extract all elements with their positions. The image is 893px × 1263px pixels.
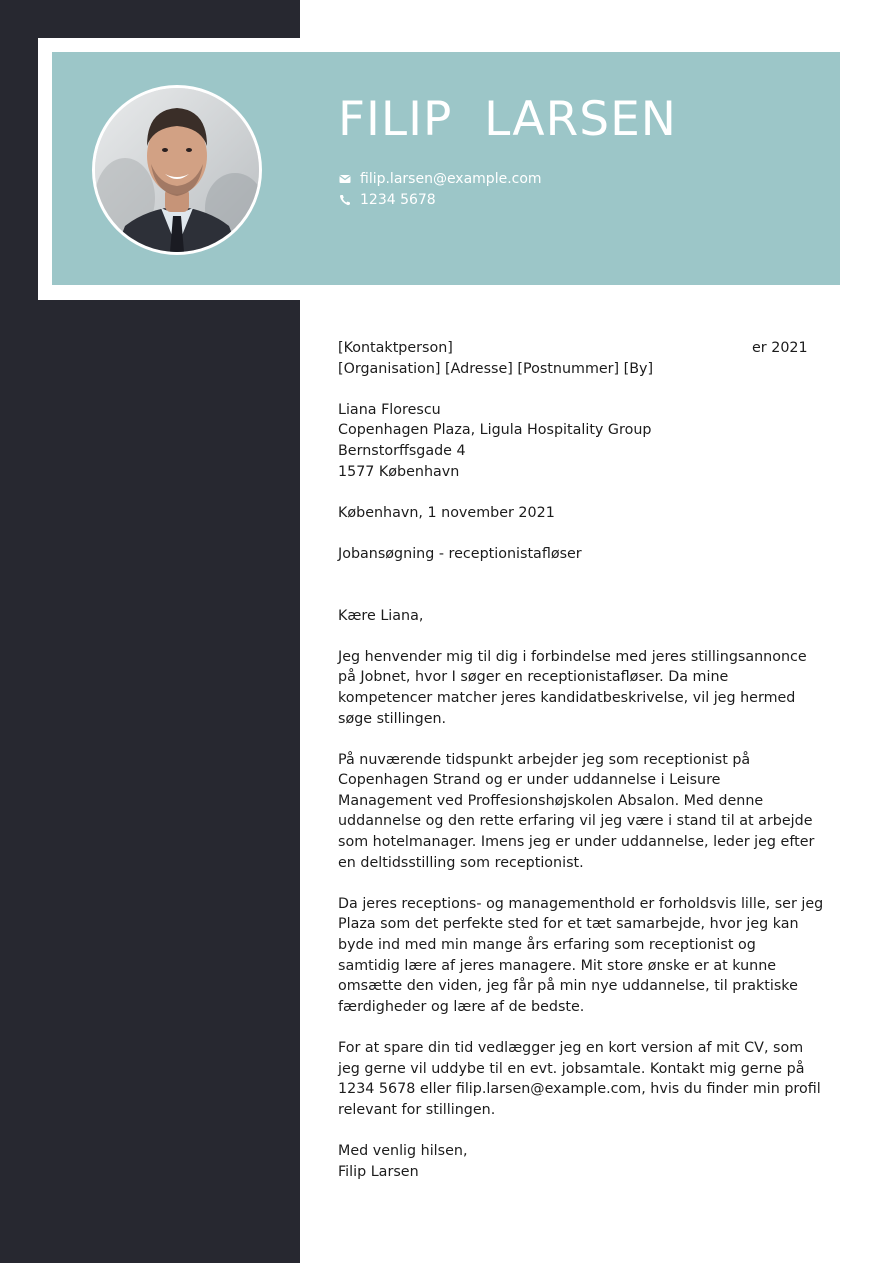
paragraph-line: omsætte den viden, jeg får på min nye uddannelse, til praktiske xyxy=(338,978,798,995)
contact-person-placeholder: [Kontaktperson] xyxy=(338,340,453,356)
letter-date: København, 1 november 2021 xyxy=(338,504,555,521)
paragraph-4 xyxy=(338,1038,843,1120)
paragraph-line: som hotelmanager. Imens jeg er under uddannelse, leder jeg efter xyxy=(338,834,815,851)
cover-letter xyxy=(338,338,843,1182)
paragraph-line: relevant for stillingen. xyxy=(338,1101,496,1118)
email-contact xyxy=(338,172,542,186)
paragraph-line: færdigheder og lære af de bedste. xyxy=(338,998,585,1015)
paragraph-line: jeg gerne vil uddybe til en evt. jobsamtale. Kontakt mig gerne på xyxy=(338,1060,805,1077)
paragraph-line: Copenhagen Strand og er under uddannelse i Leisure xyxy=(338,772,721,789)
recipient-street: Bernstorffsgade 4 xyxy=(338,442,466,459)
phone-text: 1234 5678 xyxy=(360,192,436,208)
phone-contact xyxy=(338,193,436,207)
profile-photo xyxy=(92,85,262,255)
paragraph-line: byde ind med min mange års erfaring som receptionist og xyxy=(338,937,756,954)
recipient-name: Liana Florescu xyxy=(338,401,441,418)
paragraph-line: Da jeres receptions- og managementhold er forholdsvis lille, ser jeg xyxy=(338,895,824,912)
paragraph-line: på Jobnet, hvor I søger en receptionistafløser. Da mine xyxy=(338,669,729,686)
letter-signature: Filip Larsen xyxy=(338,1163,419,1180)
paragraph-line: uddannelse og den rette erfaring vil jeg være i stand til at arbejde xyxy=(338,813,813,830)
letter-subject: Jobansøgning - receptionistafløser xyxy=(338,545,582,562)
sender-date-fragment: er 2021 xyxy=(752,340,808,356)
paragraph-line: Plaza som det perfekte sted for et tæt samarbejde, hvor jeg kan xyxy=(338,916,799,933)
applicant-name: FILIP LARSEN xyxy=(338,92,677,147)
phone-icon xyxy=(338,193,352,207)
paragraph-line: På nuværende tidspunkt arbejder jeg som receptionist på xyxy=(338,751,751,768)
recipient-company: Copenhagen Plaza, Ligula Hospitality Group xyxy=(338,422,652,439)
email-text: filip.larsen@example.com xyxy=(360,171,542,187)
mail-icon xyxy=(338,172,352,186)
paragraph-3 xyxy=(338,894,843,1018)
letter-greeting: Kære Liana, xyxy=(338,607,424,624)
recipient-address xyxy=(338,400,843,482)
paragraph-line: samtidig lære af jeres managere. Mit store ønske er at kunne xyxy=(338,957,777,974)
paragraph-line: søge stillingen. xyxy=(338,710,447,727)
sender-line-1 xyxy=(338,338,843,359)
paragraph-line: kompetencer matcher jeres kandidatbeskrivelse, vil jeg hermed xyxy=(338,689,796,706)
paragraph-line: For at spare din tid vedlægger jeg en kort version af mit CV, som xyxy=(338,1040,804,1056)
paragraph-line: en deltidsstilling som receptionist. xyxy=(338,854,584,871)
paragraph-1 xyxy=(338,647,843,729)
paragraph-line: Jeg henvender mig til dig i forbindelse med jeres stillingsannonce xyxy=(338,648,807,665)
paragraph-line: 1234 5678 eller filip.larsen@example.com, hvis du finder min profil xyxy=(338,1081,821,1098)
recipient-city: 1577 København xyxy=(338,463,460,480)
paragraph-2 xyxy=(338,750,843,874)
sender-line-2: [Organisation] [Adresse] [Postnummer] [By] xyxy=(338,360,654,377)
paragraph-line: Management ved Proffesionshøjskolen Absalon. Med denne xyxy=(338,792,764,809)
letter-closing: Med venlig hilsen, xyxy=(338,1142,468,1159)
